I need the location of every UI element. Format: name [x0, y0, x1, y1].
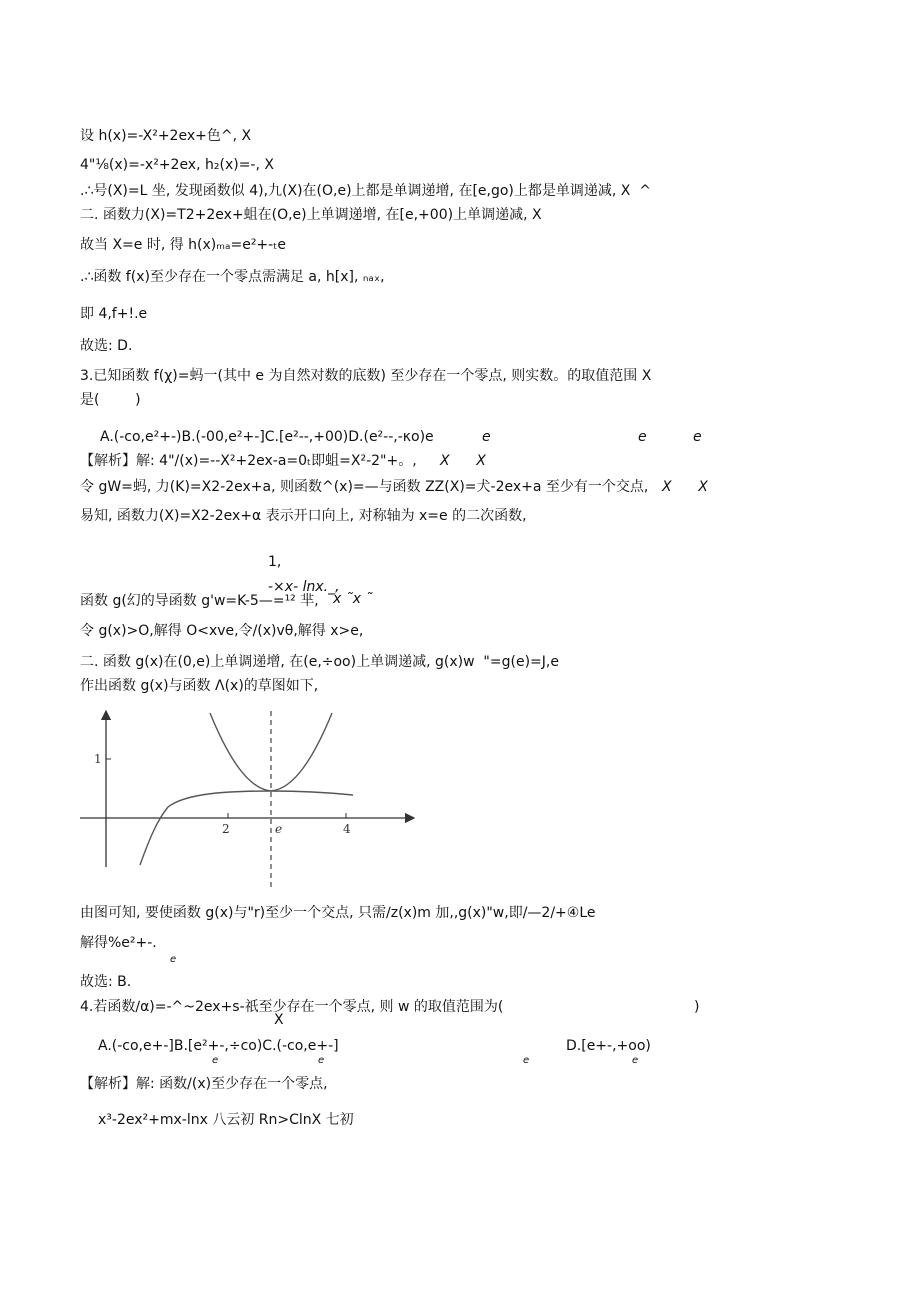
line-13: 令 gW=蚂, 力(K)=X2-2ex+a, 则函数^(x)=—与函数 ZZ(X)=犬-2ex+a 至少有一个交点, — [80, 479, 649, 495]
line-2: 4"⅛(x)=-x²+2ex, h₂(x)=-, X — [80, 157, 274, 173]
line-11-e3: e — [638, 429, 647, 445]
line-23: 故选: B. — [80, 974, 132, 990]
line-22-e: e — [170, 954, 177, 965]
line-12-x: X X — [440, 453, 486, 469]
line-24: 4.若函数∕α)=-^~2ex+s-祇至少存在一个零点, 则 w 的取值范围为( — [80, 999, 504, 1015]
line-25: A.(-co,e+-]B.[e²+-,÷co)C.(-co,e+-] — [98, 1038, 339, 1054]
line-24-paren: ) — [694, 999, 700, 1015]
x-tick-label-e: e — [275, 822, 283, 836]
line-5: 故当 X=e 时, 得 h(x)ₘₐ=e²+-ₜe — [80, 237, 286, 253]
line-25-e2: e — [318, 1055, 325, 1066]
line-11-e2: e — [482, 429, 491, 445]
line-8: 故选: D. — [80, 338, 133, 354]
line-14: 易知, 函数力(X)=X2-2ex+α 表示开口向上, 对称轴为 x=e 的二次函数, — [80, 508, 527, 524]
line-17-x: x ˜x ˜ — [333, 591, 373, 607]
line-21: 由图可知, 要使函数 g(x)与"r)至少一个交点, 只需∕z(x)m 加,,g(x)"w,即/—2/+④Le — [80, 905, 596, 921]
line-26: 【解析】解: 函数/(x)至少存在一个零点, — [80, 1076, 328, 1092]
line-6: .∴函数 f(x)至少存在一个零点需满足 a, h[x], ₙₐₓ, — [80, 269, 385, 285]
x-tick-label-2: 2 — [222, 822, 230, 836]
line-25-e3: e — [523, 1055, 530, 1066]
line-4: 二. 函数力(X)=T2+2ex+蛆在(O,e)上单调递增, 在[e,+00)上单调递减, X — [80, 207, 542, 223]
line-18: 令 g(x)>O,解得 O<xve,令/(x)vθ,解得 x>e, — [80, 623, 364, 639]
line-20: 作出函数 g(x)与函数 Λ(x)的草图如下, — [80, 678, 319, 694]
line-12: 【解析】解: 4"/(x)=--X²+2ex-a=0ₜ即蛆=X²-2"+。, — [80, 453, 417, 469]
line-25-e4: e — [632, 1055, 639, 1066]
function-sketch-graph — [78, 707, 420, 891]
line-13-x: X X — [662, 479, 708, 495]
line-7: 即 4,f+!.e — [80, 306, 148, 322]
line-11-e4: e — [693, 429, 702, 445]
g-curve — [140, 791, 353, 865]
y-tick-label: 1 — [94, 752, 102, 766]
line-19: 二. 函数 g(x)在(0,e)上单调递增, 在(e,÷oo)上单调递减, g(x)w "=g(e)=J,e — [80, 654, 559, 670]
line-3: .∴号(X)=L 坐, 发现函数似 4),九(X)在(O,e)上都是单调递增, 在[e,go)上都是单调递减, X ^ — [80, 183, 652, 199]
line-22: 解得%e²+-. — [80, 935, 157, 951]
x-tick-label-4: 4 — [343, 822, 351, 836]
line-11: A.(-co,e²+-)B.(-00,e²+-]C.[e²--,+00)D.(e²--,-κo)e — [100, 429, 434, 445]
line-10: 是( ) — [80, 392, 141, 408]
line-9: 3.已知函数 f(χ)=蚂一(其中 e 为自然对数的底数) 至少存在一个零点, 则实数。的取值范围 X — [80, 368, 652, 384]
line-24-x: X — [274, 1012, 284, 1028]
line-16: -×x- lnx._, — [268, 579, 340, 595]
line-1: 设 h(x)=-X²+2ex+色^, X — [80, 128, 252, 144]
line-25-d: D.[e+-,+oo) — [566, 1038, 651, 1054]
line-25-e1: e — [212, 1055, 219, 1066]
line-27: x³-2ex²+mx-lnx 八云初 Rn>ClnX 七初 — [98, 1112, 354, 1128]
line-17: 函数 g(幻的导函数 g'w=K-5—=¹² 芈, — [80, 593, 319, 609]
line-15: 1, — [268, 554, 282, 570]
